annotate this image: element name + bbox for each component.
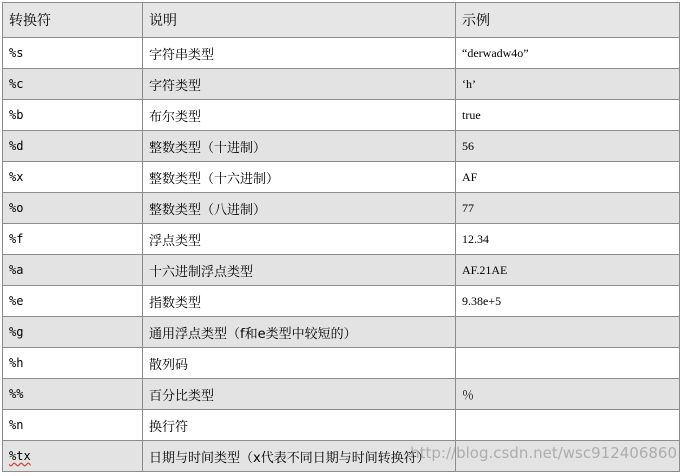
table-row [3, 38, 680, 69]
table-row [3, 224, 680, 255]
example-cell: 12.34 [456, 224, 680, 255]
example-cell: 77 [456, 193, 680, 224]
specifier-cell: %h [3, 348, 143, 379]
description-cell: 字符类型 [143, 69, 456, 100]
table-row [3, 317, 680, 348]
description-cell: 字符串类型 [143, 38, 456, 69]
conversion-table [2, 2, 680, 472]
example-cell: true [456, 100, 680, 131]
example-cell: “derwadw4o” [456, 38, 680, 69]
specifier-cell: %b [3, 100, 143, 131]
specifier-cell: %d [3, 131, 143, 162]
table-row [3, 162, 680, 193]
table-row [3, 131, 680, 162]
specifier-cell: %s [3, 38, 143, 69]
table-row [3, 100, 680, 131]
description-cell: 百分比类型 [143, 379, 456, 410]
example-cell: ％ [456, 379, 680, 410]
example-cell [456, 317, 680, 348]
description-cell: 通用浮点类型（f和e类型中较短的） [143, 317, 456, 348]
table-row [3, 69, 680, 100]
description-cell: 散列码 [143, 348, 456, 379]
description-cell: 指数类型 [143, 286, 456, 317]
description-cell: 浮点类型 [143, 224, 456, 255]
example-cell: ‘h’ [456, 69, 680, 100]
description-cell: 布尔类型 [143, 100, 456, 131]
table-row [3, 379, 680, 410]
specifier-text: %tx [9, 449, 31, 463]
description-cell: 换行符 [143, 410, 456, 441]
description-cell: 整数类型（十进制） [143, 131, 456, 162]
example-cell [456, 410, 680, 441]
example-cell [456, 441, 680, 472]
example-cell: 56 [456, 131, 680, 162]
example-cell: AF.21AE [456, 255, 680, 286]
table-row [3, 286, 680, 317]
header-specifier: 转换符 [3, 3, 143, 38]
description-cell: 整数类型（八进制） [143, 193, 456, 224]
table-row [3, 193, 680, 224]
specifier-cell: %c [3, 69, 143, 100]
example-cell: AF [456, 162, 680, 193]
watermark: http://blog.csdn.net/wsc912406860 [410, 444, 677, 462]
table-row [3, 410, 680, 441]
specifier-cell: %% [3, 379, 143, 410]
specifier-cell [3, 441, 143, 472]
specifier-cell: %f [3, 224, 143, 255]
description-cell: 日期与时间类型（x代表不同日期与时间转换符） [143, 441, 456, 472]
table-row [3, 441, 680, 472]
specifier-cell: %n [3, 410, 143, 441]
header-example: 示例 [456, 3, 680, 38]
table-header-row [3, 3, 680, 38]
example-cell [456, 348, 680, 379]
specifier-cell: %g [3, 317, 143, 348]
description-cell: 整数类型（十六进制） [143, 162, 456, 193]
example-cell: 9.38e+5 [456, 286, 680, 317]
description-cell: 十六进制浮点类型 [143, 255, 456, 286]
specifier-cell: %o [3, 193, 143, 224]
specifier-cell: %x [3, 162, 143, 193]
specifier-cell: %a [3, 255, 143, 286]
specifier-cell: %e [3, 286, 143, 317]
header-description: 说明 [143, 3, 456, 38]
table-row [3, 255, 680, 286]
table-row [3, 348, 680, 379]
